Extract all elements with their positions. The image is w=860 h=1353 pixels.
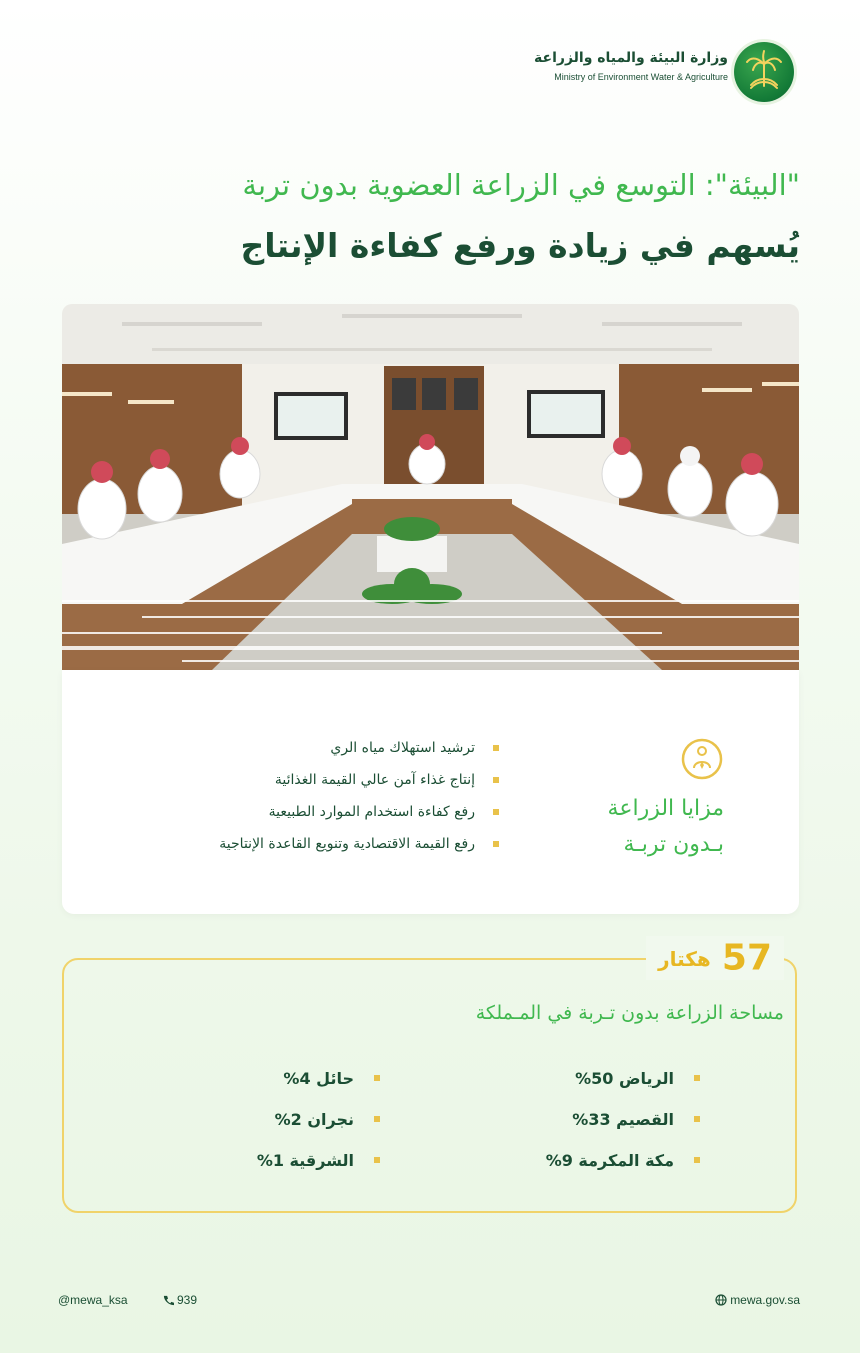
bullet-icon bbox=[493, 745, 499, 751]
bullet-icon bbox=[493, 841, 499, 847]
bullet-icon bbox=[374, 1157, 380, 1163]
regions-list-right bbox=[546, 1058, 700, 1181]
stat-description: مساحة الزراعة بدون تـربة في المـملكة bbox=[475, 1002, 784, 1024]
ministry-logo bbox=[734, 42, 794, 102]
ministry-name-arabic: وزارة البيئة والمياه والزراعة bbox=[534, 50, 728, 66]
list-item: الشرقية 1% bbox=[257, 1140, 380, 1181]
stat-unit: هكتار bbox=[658, 946, 711, 971]
bullet-icon bbox=[694, 1075, 700, 1081]
headline-line-1: "البيئة": التوسع في الزراعة العضوية بدون تربة bbox=[242, 168, 800, 202]
bullet-icon bbox=[493, 809, 499, 815]
benefits-title-line-2: بـدون تربـة bbox=[623, 832, 724, 857]
list-item: مكة المكرمة 9% bbox=[546, 1140, 700, 1181]
bullet-icon bbox=[374, 1116, 380, 1122]
palm-swords-emblem-icon bbox=[734, 42, 794, 102]
list-item: رفع كفاءة استخدام الموارد الطبيعية bbox=[219, 796, 499, 828]
website-link[interactable]: mewa.gov.sa bbox=[712, 1293, 800, 1307]
meeting-room-photo bbox=[62, 304, 799, 670]
benefits-title-line-1: مزايا الزراعة bbox=[607, 796, 724, 821]
plant-person-icon bbox=[681, 738, 723, 780]
list-item: نجران 2% bbox=[257, 1099, 380, 1140]
stat-headline bbox=[646, 936, 784, 980]
benefits-list bbox=[219, 732, 499, 860]
headline-line-2: يُسهم في زيادة ورفع كفاءة الإنتاج bbox=[240, 226, 800, 265]
globe-icon bbox=[715, 1294, 727, 1306]
phone-icon bbox=[163, 1295, 174, 1306]
bullet-icon bbox=[493, 777, 499, 783]
bullet-icon bbox=[694, 1157, 700, 1163]
bullet-icon bbox=[694, 1116, 700, 1122]
list-item: الرياض 50% bbox=[546, 1058, 700, 1099]
ministry-name-english: Ministry of Environment Water & Agriculture bbox=[554, 72, 728, 82]
phone-number[interactable]: 939 bbox=[160, 1293, 197, 1307]
list-item: إنتاج غذاء آمن عالي القيمة الغذائية bbox=[219, 764, 499, 796]
list-item: حائل 4% bbox=[257, 1058, 380, 1099]
bullet-icon bbox=[374, 1075, 380, 1081]
stat-number: 57 bbox=[721, 937, 772, 979]
list-item: ترشيد استهلاك مياه الري bbox=[219, 732, 499, 764]
benefits-card bbox=[62, 670, 799, 914]
regions-list-left bbox=[257, 1058, 380, 1181]
list-item: القصيم 33% bbox=[546, 1099, 700, 1140]
list-item: رفع القيمة الاقتصادية وتنويع القاعدة الإنتاجية bbox=[219, 828, 499, 860]
social-handle[interactable]: @mewa_ksa bbox=[58, 1293, 128, 1307]
